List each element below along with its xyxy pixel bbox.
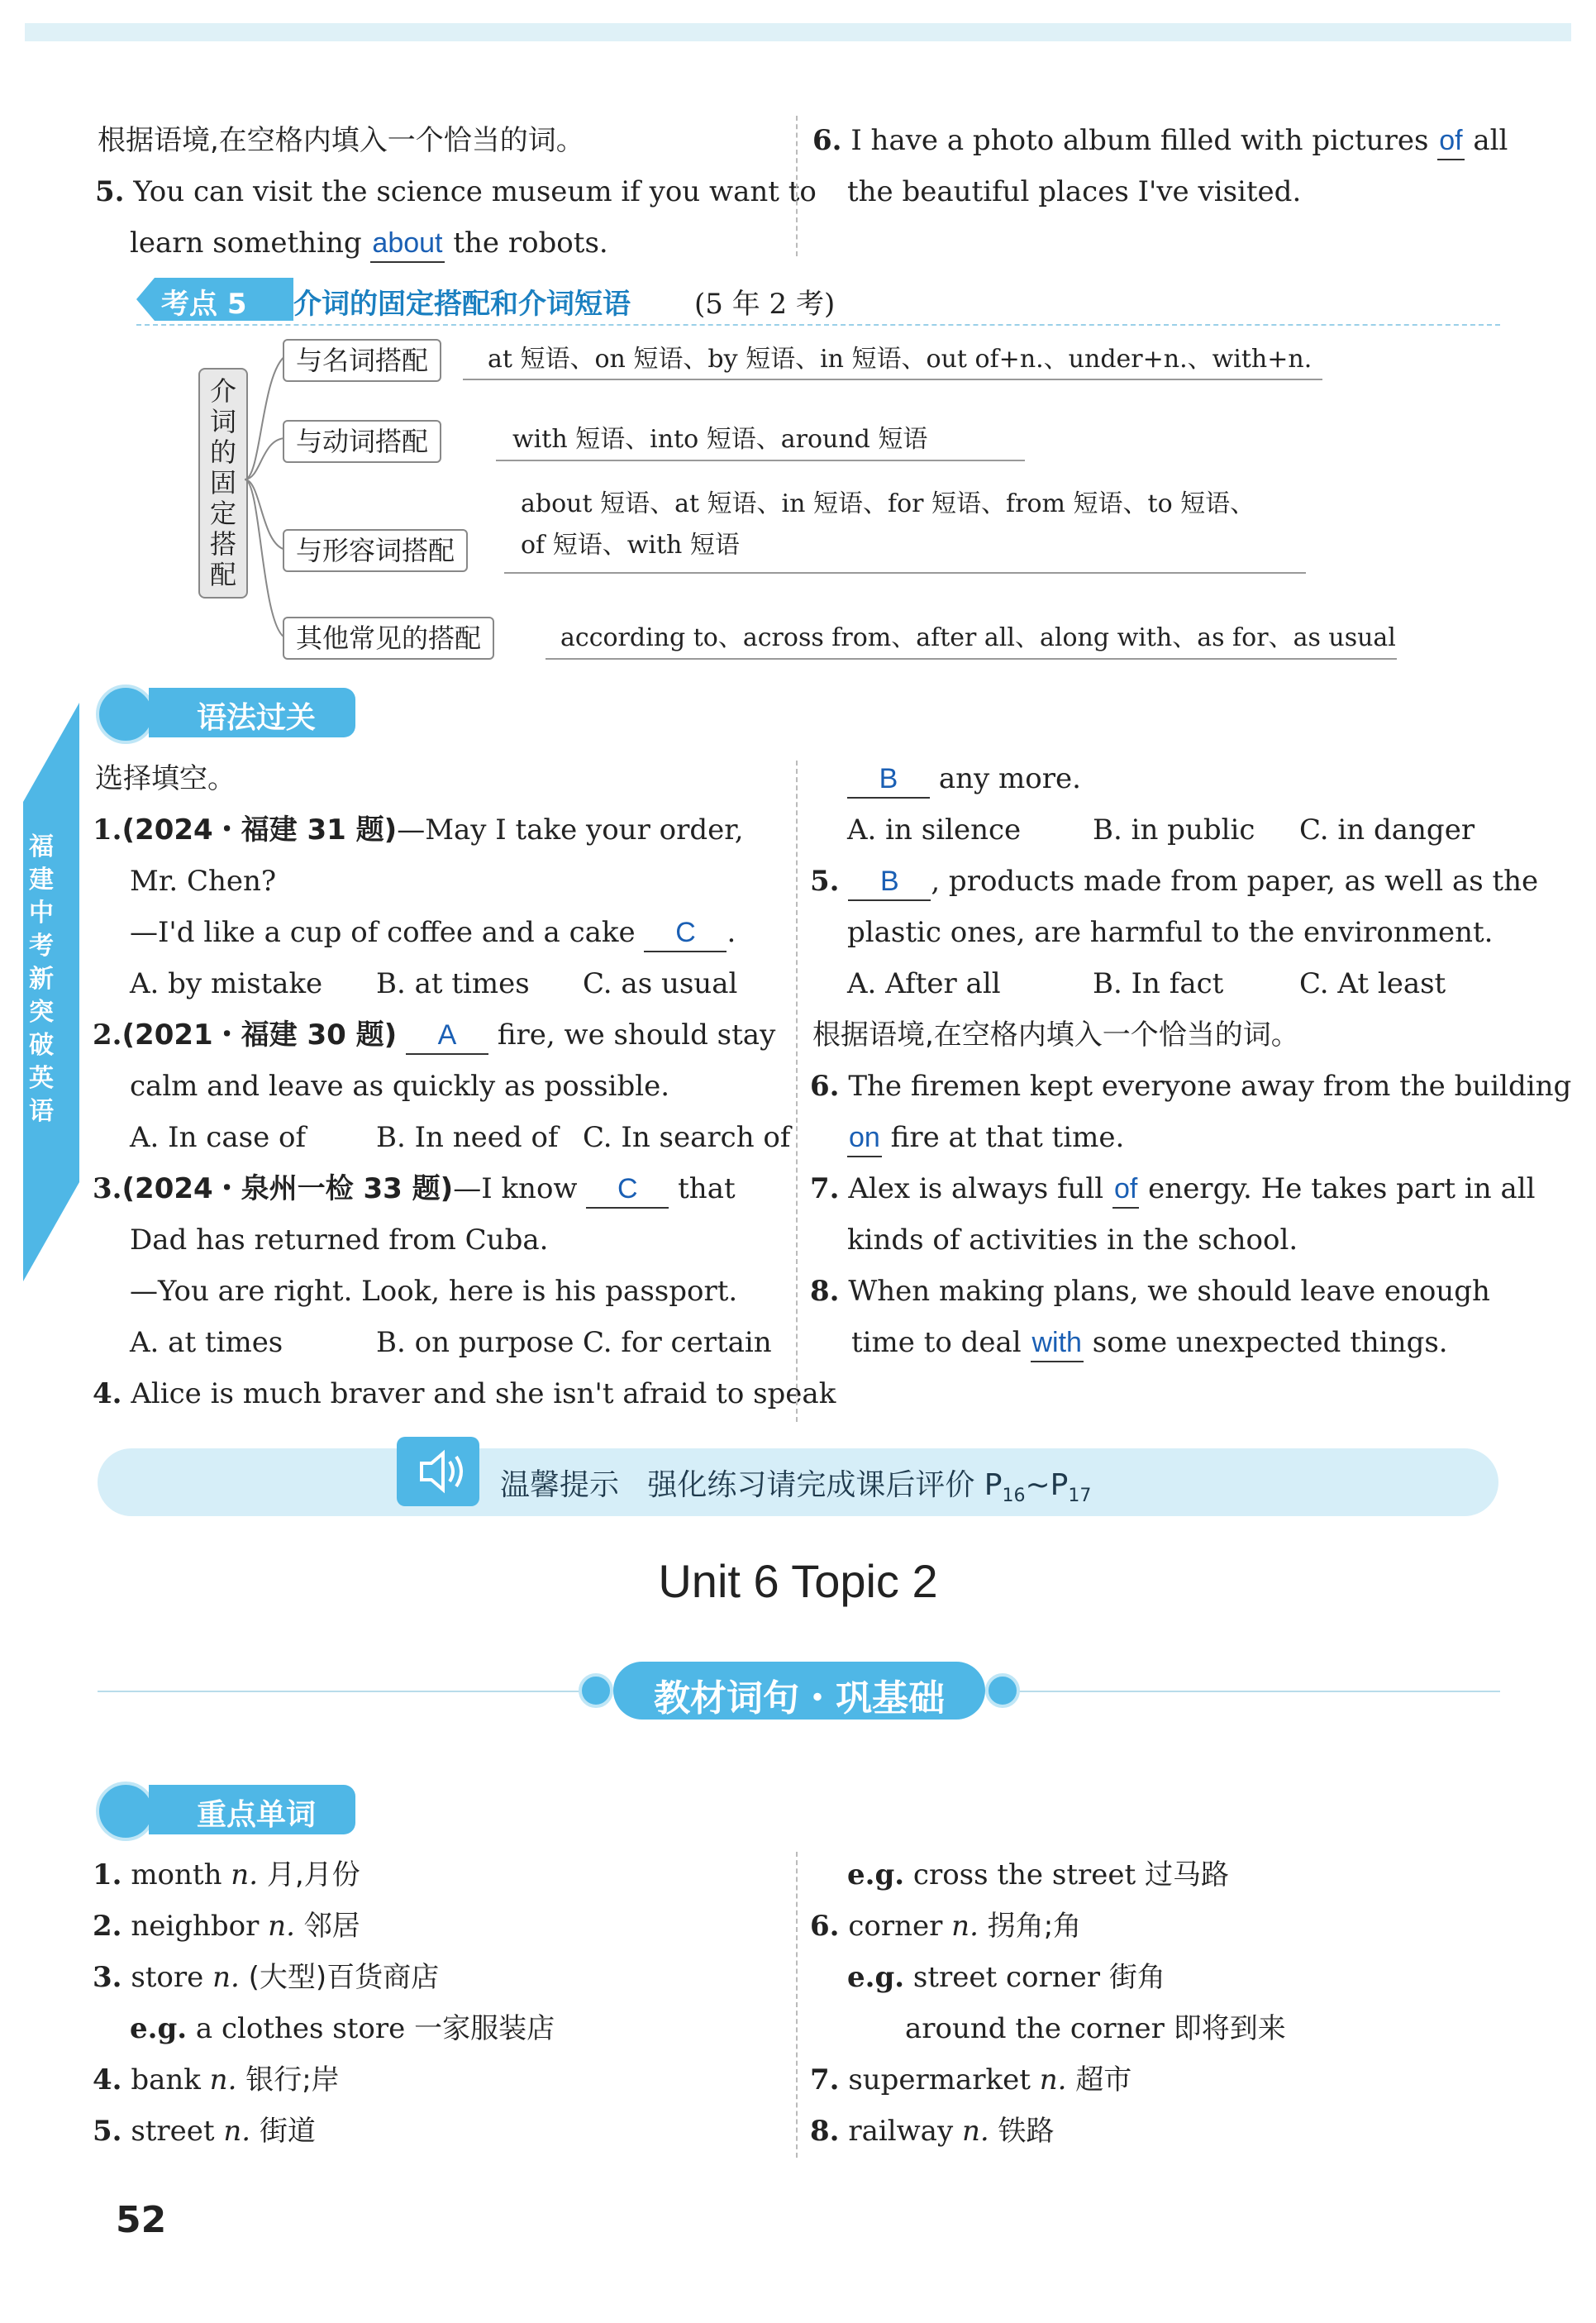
section-banner-text: 教材词句・巩基础 <box>654 1677 945 1720</box>
answer-blank: C <box>586 1171 669 1209</box>
vocab-example-6a: e.g. street corner 街角 <box>847 1961 1165 1994</box>
banner-line-right <box>992 1691 1500 1692</box>
mindmap-noun-text: at 短语、on 短语、by 短语、in 短语、out of+n.、under+n.、with+n. <box>488 345 1313 374</box>
tip-text: 温馨提示 强化练习请完成课后评价 $P_{16}\sim P_{17}$ <box>500 1468 1092 1507</box>
q2-option-a: A. In case of <box>130 1121 307 1154</box>
answer-blank: on <box>847 1119 882 1157</box>
vocab-word-3: 3. store n. (大型)百货商店 <box>93 1961 440 1994</box>
fill-instruction-top: 根据语境,在空格内填入一个恰当的词。 <box>98 124 584 157</box>
banner-line-left <box>98 1691 606 1692</box>
banner-dot-left <box>579 1673 613 1708</box>
mindmap-adj-label: 与形容词搭配 <box>283 529 468 572</box>
question-5-line2: plastic ones, are harmful to the environment. <box>847 916 1494 949</box>
kaodian-title: 介词的固定搭配和介词短语 <box>293 288 631 321</box>
unit-title: Unit 6 Topic 2 <box>658 1555 938 1607</box>
q2-option-b: B. In need of <box>376 1121 559 1154</box>
banner-dot-right <box>985 1673 1020 1708</box>
question-4-line2: B any more. <box>847 761 1081 799</box>
q1-option-a: A. by mistake <box>130 967 323 1000</box>
vocab-example-5: e.g. cross the street 过马路 <box>847 1858 1229 1891</box>
question-5-top: 5. You can visit the science museum if you want to <box>95 175 817 208</box>
vocab-example-3: e.g. a clothes store 一家服装店 <box>130 2012 555 2045</box>
q1-option-b: B. at times <box>376 967 530 1000</box>
q3-option-a: A. at times <box>130 1326 283 1359</box>
vocab-word-5: 5. street n. 街道 <box>93 2115 316 2148</box>
mindmap-root-text: 介词的固定搭配 <box>210 375 237 590</box>
fill-question-6: 6. The firemen kept everyone away from the building <box>810 1070 1572 1103</box>
question-6-top-line2: the beautiful places I've visited. <box>847 175 1302 208</box>
fill-question-6-line2: on fire at that time. <box>847 1119 1124 1157</box>
question-2: 2.(2021・福建 30 题) A fire, we should stay <box>93 1017 775 1055</box>
q1-option-c: C. as usual <box>583 967 738 1000</box>
q4-option-b: B. in public <box>1093 813 1255 847</box>
mindmap-verb-underline <box>496 460 1025 461</box>
answer-blank: of <box>1437 122 1464 160</box>
mindmap-verb-label: 与动词搭配 <box>283 420 441 463</box>
answer-blank: about <box>370 225 444 263</box>
q4-option-c: C. in danger <box>1299 813 1475 847</box>
mindmap-adj-text-1: about 短语、at 短语、in 短语、for 短语、from 短语、to 短语、 <box>521 489 1255 518</box>
mindmap-adj-underline <box>504 572 1306 574</box>
page-number: 52 <box>116 2199 167 2241</box>
vocab-word-7: 7. supermarket n. 超市 <box>810 2063 1132 2096</box>
answer-blank: C <box>644 914 727 952</box>
q3-option-c: C. for certain <box>583 1326 772 1359</box>
question-3: 3.(2024・泉州一检 33 题)—I know C that <box>93 1171 736 1209</box>
fill-question-7-line2: kinds of activities in the school. <box>847 1224 1298 1257</box>
grammar-badge-text: 语法过关 <box>197 701 317 735</box>
question-5-top-line2: learn something about the robots. <box>130 225 608 263</box>
answer-blank: B <box>847 761 930 799</box>
vocab-badge-text: 重点单词 <box>197 1798 317 1832</box>
question-3-line2: Dad has returned from Cuba. <box>130 1224 549 1257</box>
mindmap-noun-label: 与名词搭配 <box>283 339 441 382</box>
question-3-line3: —You are right. Look, here is his passport. <box>130 1275 738 1308</box>
answer-blank: A <box>406 1017 488 1055</box>
question-5: 5. B , products made from paper, as well as the <box>810 863 1538 901</box>
q4-option-a: A. in silence <box>847 813 1022 847</box>
q5-option-a: A. After all <box>847 967 1001 1000</box>
answer-blank: B <box>848 863 931 901</box>
column-divider <box>796 116 798 256</box>
mindmap-noun-underline <box>463 379 1322 380</box>
question-2-line2: calm and leave as quickly as possible. <box>130 1070 670 1103</box>
mindmap-brace <box>245 339 294 661</box>
q3-option-b: B. on purpose <box>376 1326 574 1359</box>
top-border-bar <box>25 23 1571 41</box>
speaker-icon <box>397 1437 479 1506</box>
q2-option-c: C. In search of <box>583 1121 791 1154</box>
q5-option-c: C. At least <box>1299 967 1446 1000</box>
vocab-badge-icon <box>96 1782 155 1841</box>
grammar-badge-icon <box>96 684 155 744</box>
answer-blank: with <box>1031 1324 1084 1362</box>
question-6-top: 6. I have a photo album filled with pictures of all <box>812 122 1508 160</box>
question-1: 1.(2024・福建 31 题)—May I take your order, <box>93 813 744 847</box>
column-divider <box>796 761 798 1422</box>
fill-question-7: 7. Alex is always full of energy. He takes part in all <box>810 1171 1536 1209</box>
question-1-line3: —I'd like a cup of coffee and a cake C . <box>130 914 736 952</box>
fill-instruction: 根据语境,在空格内填入一个恰当的词。 <box>812 1018 1299 1052</box>
vocab-example-6b: around the corner 即将到来 <box>905 2012 1286 2045</box>
tip-body: 强化练习请完成课后评价 P <box>647 1468 1003 1502</box>
kaodian-tail: (5 年 2 考) <box>694 288 836 321</box>
vocab-word-2: 2. neighbor n. 邻居 <box>93 1910 360 1943</box>
mindmap-verb-text: with 短语、into 短语、around 短语 <box>512 425 928 454</box>
question-4: 4. Alice is much braver and she isn't afraid to speak <box>93 1377 836 1410</box>
vocab-word-8: 8. railway n. 铁路 <box>810 2115 1055 2148</box>
q5-option-b: B. In fact <box>1093 967 1224 1000</box>
mindmap-other-text: according to、across from、after all、along with、as for、as usual <box>560 623 1396 652</box>
question-1-line2: Mr. Chen? <box>130 865 277 898</box>
vocab-word-4: 4. bank n. 银行;岸 <box>93 2063 340 2096</box>
answer-blank: of <box>1112 1171 1139 1209</box>
mindmap-other-label: 其他常见的搭配 <box>283 617 494 660</box>
kaodian-label: 考点 5 <box>161 288 247 321</box>
column-divider <box>796 1852 798 2158</box>
vocab-word-1: 1. month n. 月,月份 <box>93 1858 360 1891</box>
fill-question-8-line2: time to deal with some unexpected things. <box>851 1324 1448 1362</box>
fill-question-8: 8. When making plans, we should leave enough <box>810 1275 1490 1308</box>
kaodian-underline <box>136 324 1500 326</box>
tip-label: 温馨提示 <box>500 1468 620 1502</box>
side-tab-text: 福建中考新突破 英语 <box>29 832 54 1126</box>
vocab-word-6: 6. corner n. 拐角;角 <box>810 1910 1082 1943</box>
choice-instruction: 选择填空。 <box>95 762 236 795</box>
mindmap-other-underline <box>545 658 1397 660</box>
mindmap-adj-text-2: of 短语、with 短语 <box>521 531 740 560</box>
